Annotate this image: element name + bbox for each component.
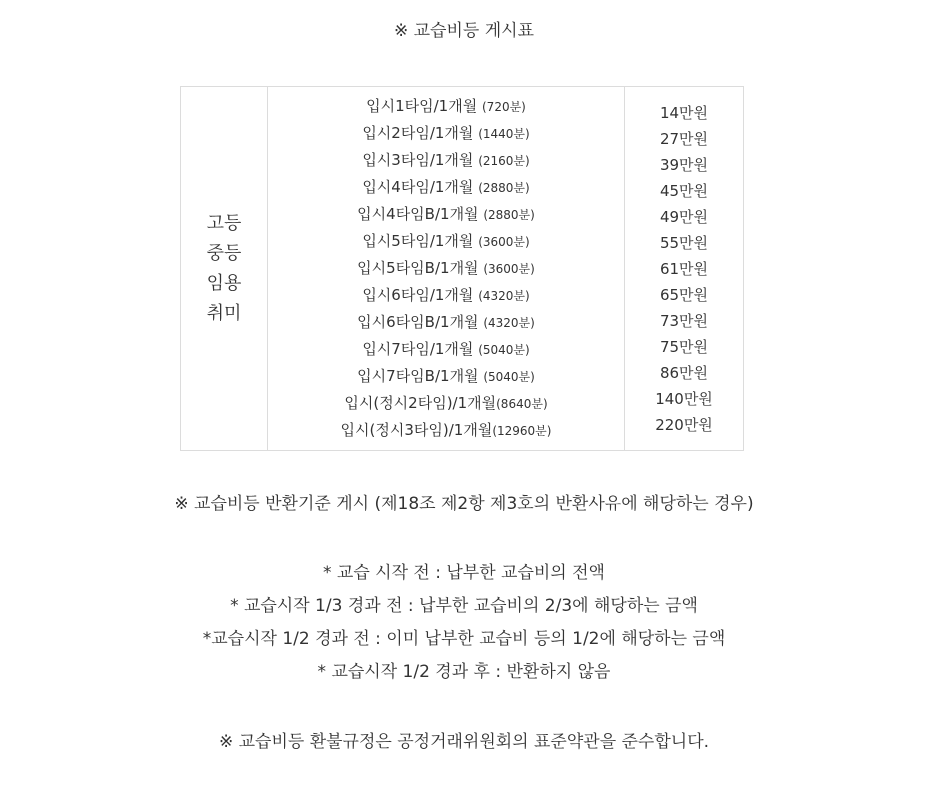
price-value: 55만원	[659, 233, 709, 252]
course-item	[268, 228, 624, 255]
course-minutes: (2880분)	[478, 181, 530, 195]
level-label: 고등	[206, 212, 242, 234]
course-item	[268, 93, 624, 120]
course-name: 입시5타임/1개월	[362, 232, 474, 250]
course-minutes: (5040분)	[478, 343, 530, 357]
course-minutes: (2880분)	[483, 208, 535, 222]
course-name: 입시1타임/1개월	[366, 97, 478, 115]
course-name: 입시6타임/1개월	[362, 286, 474, 304]
refund-footer: ※ 교습비등 환불규정은 공정거래위원회의 표준약관을 준수합니다.	[218, 732, 710, 752]
price-value: 39만원	[659, 155, 709, 174]
price-value: 45만원	[659, 181, 709, 200]
course-minutes: (3600분)	[483, 262, 535, 276]
price-value: 27만원	[659, 129, 709, 148]
course-item	[268, 120, 624, 147]
course-minutes: (4320분)	[478, 289, 530, 303]
level-label: 취미	[206, 302, 242, 324]
levels-cell	[181, 87, 268, 451]
price-value: 73만원	[659, 311, 709, 330]
course-item	[268, 282, 624, 309]
course-minutes: (5040분)	[483, 370, 535, 384]
course-name: 입시7타임B/1개월	[357, 367, 479, 385]
course-minutes: (8640분)	[496, 397, 548, 411]
course-name: 입시4타임B/1개월	[357, 205, 479, 223]
course-minutes: (1440분)	[478, 127, 530, 141]
price-value: 14만원	[659, 103, 709, 122]
price-value: 65만원	[659, 285, 709, 304]
course-minutes: (2160분)	[478, 154, 530, 168]
course-minutes: (4320분)	[483, 316, 535, 330]
refund-rule: *교습시작 1/2 경과 전 : 이미 납부한 교습비 등의 1/2에 해당하는 금액	[202, 629, 726, 649]
refund-rule: * 교습시작 1/2 경과 후 : 반환하지 않음	[317, 662, 611, 682]
course-name: 입시4타임/1개월	[362, 178, 474, 196]
fee-table	[180, 86, 744, 451]
course-item	[268, 174, 624, 201]
courses-cell	[268, 87, 625, 451]
course-item	[268, 417, 624, 444]
course-item	[268, 390, 624, 417]
course-name: 입시(정시2타임)/1개월	[344, 394, 497, 412]
refund-rule: * 교습시작 1/3 경과 전 : 납부한 교습비의 2/3에 해당하는 금액	[230, 596, 698, 616]
course-minutes: (720분)	[482, 100, 526, 114]
level-label: 임용	[206, 272, 242, 294]
level-label: 중등	[206, 242, 242, 264]
course-minutes: (3600분)	[478, 235, 530, 249]
course-name: 입시3타임/1개월	[362, 151, 474, 169]
table-row	[181, 87, 744, 451]
course-name: 입시6타임B/1개월	[357, 313, 479, 331]
course-name: 입시(정시3타임)/1개월	[340, 421, 493, 439]
course-item	[268, 147, 624, 174]
course-item	[268, 309, 624, 336]
refund-rule: * 교습 시작 전 : 납부한 교습비의 전액	[323, 563, 605, 583]
course-minutes: (12960분)	[492, 424, 552, 438]
price-value: 61만원	[659, 259, 709, 278]
course-name: 입시5타임B/1개월	[357, 259, 479, 277]
course-name: 입시7타임/1개월	[362, 340, 474, 358]
price-value: 75만원	[659, 337, 709, 356]
prices-cell	[625, 87, 744, 451]
course-item	[268, 201, 624, 228]
course-item	[268, 336, 624, 363]
price-value: 49만원	[659, 207, 709, 226]
price-value: 86만원	[659, 363, 709, 382]
price-value: 220만원	[655, 415, 713, 434]
course-item	[268, 363, 624, 390]
course-name: 입시2타임/1개월	[362, 124, 474, 142]
course-item	[268, 255, 624, 282]
price-value: 140만원	[655, 389, 713, 408]
page-title: ※ 교습비등 게시표	[393, 21, 534, 41]
refund-heading: ※ 교습비등 반환기준 게시 (제18조 제2항 제3호의 반환사유에 해당하는 경우)	[174, 494, 754, 514]
